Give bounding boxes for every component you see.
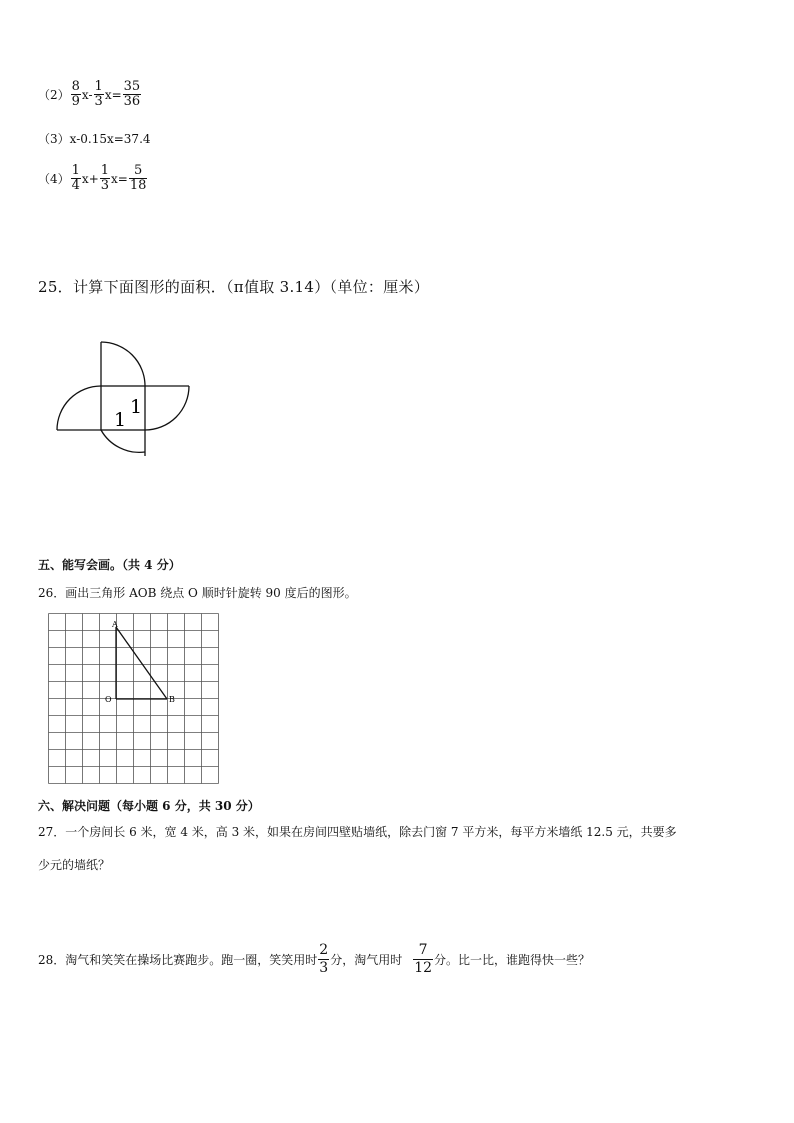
bottom-quarter-arc (101, 430, 145, 452)
section-5-title: 五、能写会画。（共 4 分） (38, 558, 181, 572)
fraction: $\frac{1}{3}$ (94, 79, 103, 109)
fraction: $\frac{7}{12}$ (414, 942, 433, 976)
right-quarter-arc (145, 386, 189, 430)
left-quarter-arc (57, 386, 101, 430)
section-6-title: 六、解决问题（每小题 6 分，共 30 分） (38, 799, 260, 813)
fraction: $\frac{8}{9}$ (71, 79, 80, 109)
fraction: $\frac{5}{18}$ (129, 163, 147, 193)
side-label: 1 (130, 396, 143, 418)
fraction: $\frac{1}{4}$ (71, 163, 80, 193)
segment-ab (116, 627, 167, 699)
equation-4: （4） $\frac{1}{4}$ x+ $\frac{1}{3}$ x= $\frac{5}{18}$ (38, 163, 147, 193)
equation-label: （4） (38, 172, 70, 186)
grid-figure (48, 613, 219, 784)
fraction: $\frac{35}{36}$ (123, 79, 141, 109)
fraction: $\frac{2}{3}$ (319, 942, 329, 976)
equation-label: （3） (38, 132, 70, 146)
equation-label: （2） (38, 88, 70, 102)
equation-3 (38, 130, 151, 147)
question-25-text: 25．计算下面图形的面积．（π值取 3.14）（单位：厘米） (38, 278, 430, 296)
fraction: $\frac{1}{3}$ (100, 163, 110, 193)
question-27-line-1: 27．一个房间长 6 米，宽 4 米，高 3 米，如果在房间四壁贴墙纸，除去门窗 7 平方米，每平方米墙纸 12.5 元，共要多 (38, 825, 677, 839)
equation-2: （2） $\frac{8}{9}$ x- $\frac{1}{3}$ x= $\frac{35}{36}$ (38, 79, 141, 109)
question-28: 28．淘气和笑笑在操场比赛跑步。跑一圈，笑笑用时 $\frac{2}{3}$ 分，淘气用时 $\frac{7}{12}$ 分。比一比，谁跑得快一些？ (38, 942, 591, 976)
point-o-label: O (105, 695, 112, 704)
question-26-text: 26．画出三角形 AOB 绕点 O 顺时针旋转 90 度后的图形。 (38, 586, 357, 600)
pinwheel-figure (56, 340, 196, 456)
equation-text: x-0.15x=37.4 (69, 131, 151, 146)
question-27-line-2: 少元的墙纸？ (38, 858, 111, 872)
side-label: 1 (114, 409, 127, 431)
point-b-label: B (169, 695, 175, 704)
top-quarter-arc (101, 342, 145, 386)
point-a-label: A (112, 620, 118, 629)
